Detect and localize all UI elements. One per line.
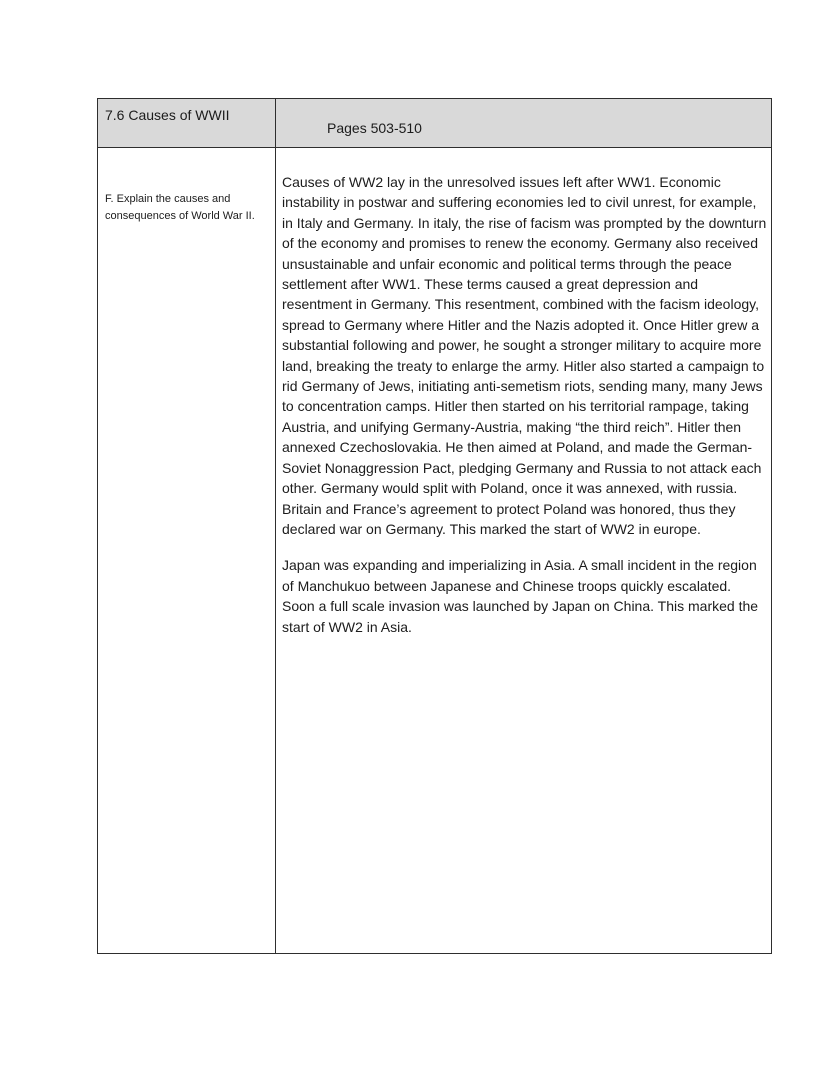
topic-header-cell[interactable] — [98, 99, 276, 148]
pages-label: Pages 503-510 — [327, 120, 422, 136]
objective-text: F. Explain the causes and consequences of World War II. — [105, 193, 255, 222]
notes-cell[interactable] — [276, 148, 772, 954]
pages-header-cell[interactable] — [276, 99, 772, 148]
table-body-row — [98, 148, 772, 954]
notes-paragraph-europe: Causes of WW2 lay in the unresolved issues left after WW1. Economic instability in postwar and suffering economies led to civil unrest, for example, in Italy and Germany. In italy, the rise of facism was prompted by the downturn of the economy and promises to renew the economy. Germany also received unsustainable and unfair economic and political terms through the peace settlement after WW1. These terms caused a great depression and resentment in Germany. This resentment, combined with the facism ideology, spread to Germany where Hitler and the Nazis adopted it. Once Hitler grew a substantial following and power, he sought a stronger military to acquire more land, breaking the treaty to enlarge the army. Hitler also started a campaign to rid Germany of Jews, initiating anti-semetism riots, sending many, many Jews to concentration camps. Hitler then started on his territorial rampage, taking Austria, and unifying Germany-Austria, making “the third reich”. Hitler then annexed Czechoslovakia. He then aimed at Poland, and made the German-Soviet Nonaggression Pact, pledging Germany and Russia to not attack each other. Germany would split with Poland, once it was annexed, with russia. Britain and France’s agreement to protect Poland was honored, thus they declared war on Germany. This marked the start of WW2 in europe. — [282, 174, 767, 537]
notes-paragraph-asia: Japan was expanding and imperializing in Asia. A small incident in the region of Manchukuo between Japanese and Chinese troops quickly escalated. Soon a full scale invasion was launched by Japan on China. This marked the start of WW2 in Asia. — [282, 557, 759, 635]
table-header-row — [98, 99, 772, 148]
notes-table — [97, 98, 772, 954]
topic-title: 7.6 Causes of WWII — [105, 107, 230, 123]
objective-cell[interactable] — [98, 148, 276, 954]
